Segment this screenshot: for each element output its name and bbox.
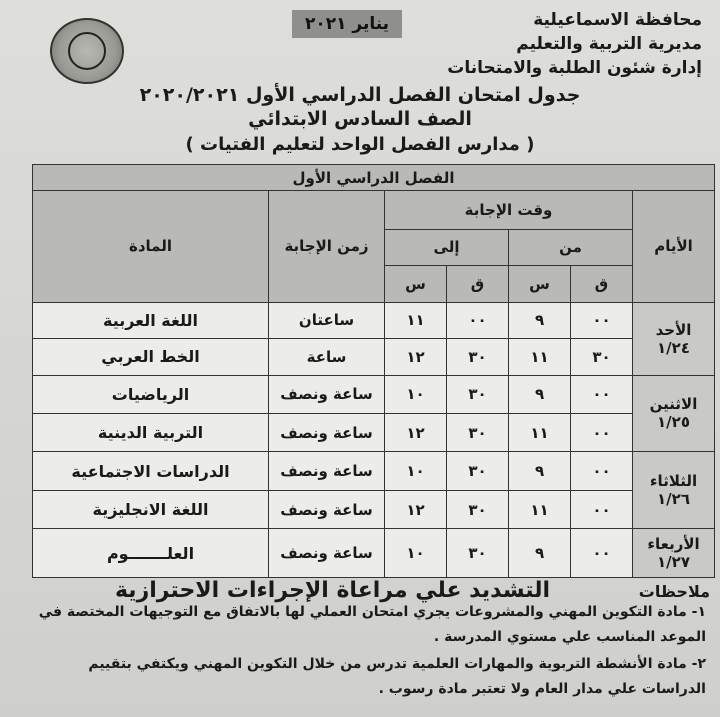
to-hour-header: س: [385, 266, 447, 302]
subject: العلـــــــوم: [33, 529, 269, 578]
day-date: ١/٢٧: [657, 553, 690, 572]
department-name: إدارة شئون الطلبة والامتحانات: [447, 58, 702, 78]
semester-header: الفصل الدراسي الأول: [33, 165, 715, 191]
table-row: [33, 529, 715, 578]
governorate-name: محافظة الاسماعيلية: [533, 10, 702, 30]
subject: التربية الدينية: [33, 413, 269, 451]
duration: ساعة ونصف: [269, 529, 385, 578]
from-minute: ٣٠: [571, 339, 633, 375]
duration: ساعة: [269, 339, 385, 375]
duration: ساعة ونصف: [269, 375, 385, 413]
day-name: الاثنين: [649, 395, 698, 414]
from-minute-header: ق: [571, 266, 633, 302]
duration: ساعة ونصف: [269, 452, 385, 490]
day-name: الأحد: [655, 320, 692, 339]
from-minute: ٠٠: [571, 302, 633, 338]
note-item: ١- مادة التكوين المهني والمشروعات يجري امتحان العملي لها بالاتفاق مع التوجيهات المختصة في الموعد المناسب علي مستوي المدرسة .: [38, 604, 706, 645]
duration: ساعتان: [269, 302, 385, 338]
duration-header: زمن الإجابة: [269, 191, 385, 302]
from-hour: ١١: [509, 339, 571, 375]
directorate-name: مديرية التربية والتعليم: [516, 34, 702, 54]
table-row: [33, 339, 715, 375]
day-cell: [633, 302, 715, 375]
to-hour: ١٢: [385, 413, 447, 451]
subject: الرياضيات: [33, 375, 269, 413]
day-date: ١/٢٥: [657, 413, 690, 432]
from-hour: ٩: [509, 375, 571, 413]
notes-label: ملاحظات: [638, 582, 710, 601]
from-hour-header: س: [509, 266, 571, 302]
table-row: [33, 375, 715, 413]
from-hour: ١١: [509, 490, 571, 528]
subject: اللغة الانجليزية: [33, 490, 269, 528]
exam-schedule-table: [32, 164, 715, 578]
table-row: [33, 490, 715, 528]
day-cell: [633, 529, 715, 578]
date-badge: يناير ٢٠٢١: [292, 10, 402, 38]
day-cell: [633, 452, 715, 529]
to-minute: ٣٠: [447, 529, 509, 578]
to-minute: ٣٠: [447, 413, 509, 451]
page-title: جدول امتحان الفصل الدراسي الأول ٢٠٢٠/٢٠٢١: [139, 84, 581, 106]
grade-title: الصف السادس الابتدائي: [248, 108, 472, 130]
note-item: ٢- مادة الأنشطة التربوية والمهارات العلمية تدرس من خلال التكوين المهني ويكتفي بتقييم الدراسات علي مدار العام ولا تعتبر مادة رسوب .: [88, 656, 706, 697]
to-header: إلى: [385, 229, 509, 265]
day-date: ١/٢٤: [657, 338, 690, 357]
from-minute: ٠٠: [571, 452, 633, 490]
subject: اللغة العربية: [33, 302, 269, 338]
answer-time-header: وقت الإجابة: [385, 191, 633, 229]
schools-title: ( مدارس الفصل الواحد لتعليم الفتيات ): [185, 134, 535, 155]
to-hour: ١٢: [385, 339, 447, 375]
to-hour: ١٢: [385, 490, 447, 528]
subject-header: المادة: [33, 191, 269, 302]
day-name: الأربعاء: [647, 535, 700, 554]
duration: ساعة ونصف: [269, 413, 385, 451]
from-minute: ٠٠: [571, 529, 633, 578]
from-header: من: [509, 229, 633, 265]
from-hour: ٩: [509, 529, 571, 578]
from-minute: ٠٠: [571, 375, 633, 413]
to-hour: ١٠: [385, 529, 447, 578]
table-row: [33, 452, 715, 490]
from-hour: ٩: [509, 452, 571, 490]
table-row: [33, 302, 715, 338]
from-minute: ٠٠: [571, 490, 633, 528]
to-minute: ٣٠: [447, 490, 509, 528]
to-minute: ٣٠: [447, 375, 509, 413]
to-hour: ١٠: [385, 375, 447, 413]
days-header: الأيام: [633, 191, 715, 302]
from-hour: ١١: [509, 413, 571, 451]
day-cell: [633, 375, 715, 452]
day-name: الثلاثاء: [649, 472, 698, 491]
to-hour: ١٠: [385, 452, 447, 490]
to-minute: ٣٠: [447, 452, 509, 490]
day-date: ١/٢٦: [657, 490, 690, 509]
ministry-seal-icon: [50, 18, 124, 84]
from-minute: ٠٠: [571, 413, 633, 451]
subject: الخط العربي: [33, 339, 269, 375]
to-minute: ٠٠: [447, 302, 509, 338]
precautions-emphasis: التشديد علي مراعاة الإجراءات الاحترازية: [114, 578, 550, 603]
subject: الدراسات الاجتماعية: [33, 452, 269, 490]
to-hour: ١١: [385, 302, 447, 338]
duration: ساعة ونصف: [269, 490, 385, 528]
to-minute: ٣٠: [447, 339, 509, 375]
table-row: [33, 413, 715, 451]
to-minute-header: ق: [447, 266, 509, 302]
from-hour: ٩: [509, 302, 571, 338]
